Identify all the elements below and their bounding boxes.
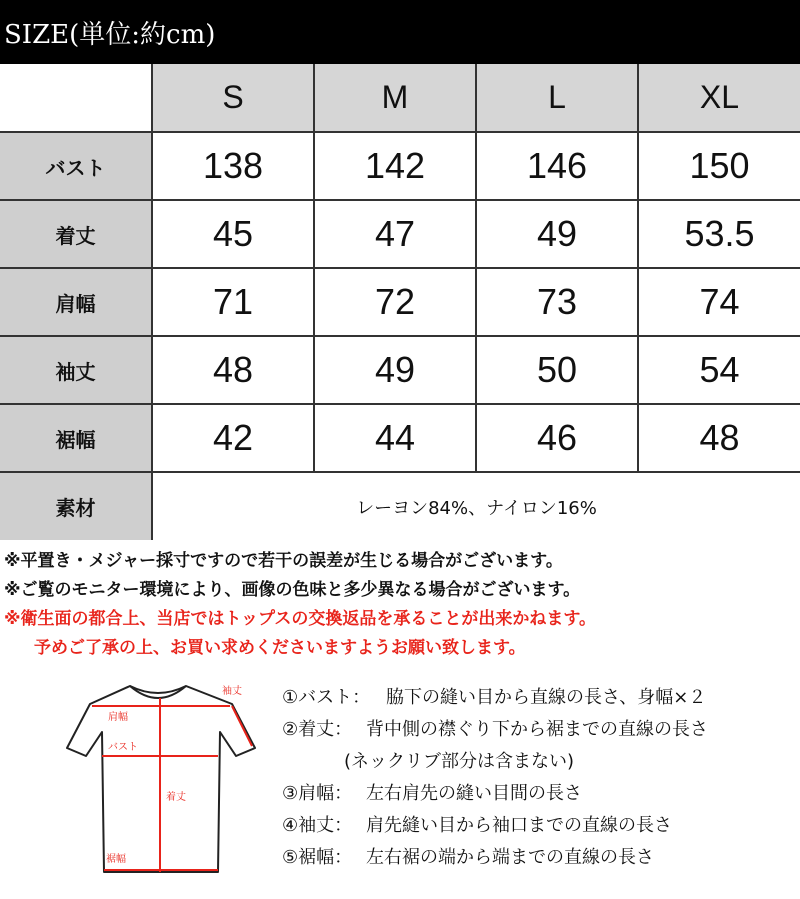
desc-label-bust: ①バスト：	[282, 687, 371, 708]
size-header-bar	[0, 0, 800, 64]
desc-text-sleeve: 肩先縫い目から袖口までの直線の長さ	[366, 815, 672, 836]
table-cell: 49	[314, 336, 476, 404]
desc-text-shoulder: 左右肩先の縫い目間の長さ	[366, 783, 582, 804]
size-title: SIZE(単位:約cm)	[4, 19, 216, 50]
corner-cell	[0, 64, 152, 132]
list-item	[282, 842, 797, 874]
label-hem: 裾幅	[106, 854, 126, 865]
table-row	[0, 336, 800, 404]
table-cell: 46	[476, 404, 638, 472]
table-cell: 53.5	[638, 200, 800, 268]
desc-label-sleeve: ④袖丈：	[282, 815, 353, 836]
table-cell: 150	[638, 132, 800, 200]
row-label-shoulder: 肩幅	[0, 268, 152, 336]
size-header-row	[0, 64, 800, 132]
table-cell: 138	[152, 132, 314, 200]
list-item	[282, 778, 797, 810]
table-cell: 42	[152, 404, 314, 472]
desc-text-bust: 脇下の縫い目から直線の長さ、身幅×２	[386, 687, 707, 708]
table-cell: 48	[152, 336, 314, 404]
material-row	[0, 472, 800, 540]
measurement-descriptions	[282, 682, 797, 874]
sleeve-line	[232, 706, 252, 746]
table-row	[0, 200, 800, 268]
row-label-sleeve: 袖丈	[0, 336, 152, 404]
table-row	[0, 132, 800, 200]
row-label-material: 素材	[0, 472, 152, 540]
table-cell: 71	[152, 268, 314, 336]
size-col-xl: XL	[638, 64, 800, 132]
tshirt-diagram	[50, 676, 260, 886]
table-row	[0, 268, 800, 336]
row-label-length: 着丈	[0, 200, 152, 268]
notes-block	[4, 547, 794, 663]
size-col-l: L	[476, 64, 638, 132]
size-col-m: M	[314, 64, 476, 132]
desc-label-length: ②着丈：	[282, 719, 353, 740]
list-item	[282, 746, 797, 778]
list-item	[282, 714, 797, 746]
table-cell: 49	[476, 200, 638, 268]
label-bust: バスト	[108, 742, 138, 753]
note-monitor: ※ご覧のモニター環境により、画像の色味と多少異なる場合がございます。	[4, 580, 581, 600]
desc-text-hem: 左右裾の端から端までの直線の長さ	[366, 847, 654, 868]
table-cell: 146	[476, 132, 638, 200]
desc-label-shoulder: ③肩幅：	[282, 783, 353, 804]
table-cell: 48	[638, 404, 800, 472]
row-label-hem: 裾幅	[0, 404, 152, 472]
table-cell: 50	[476, 336, 638, 404]
desc-text-length: 背中側の襟ぐり下から裾までの直線の長さ	[366, 719, 708, 740]
note-hygiene: ※衛生面の都合上、当店ではトップスの交換返品を承ることが出来かねます。	[4, 609, 596, 629]
note-acknowledge: 予めご了承の上、お買い求めくださいますようお願い致します。	[34, 638, 526, 658]
label-shoulder: 肩幅	[108, 712, 128, 723]
table-cell: 74	[638, 268, 800, 336]
label-sleeve: 袖丈	[222, 686, 242, 697]
table-cell: 142	[314, 132, 476, 200]
list-item	[282, 810, 797, 842]
table-cell: 44	[314, 404, 476, 472]
size-col-s: S	[152, 64, 314, 132]
table-row	[0, 404, 800, 472]
table-cell: 54	[638, 336, 800, 404]
table-cell: 72	[314, 268, 476, 336]
note-measurement: ※平置き・メジャー採寸ですので若干の誤差が生じる場合がございます。	[4, 551, 563, 571]
size-table	[0, 64, 800, 540]
material-value: レーヨン84%、ナイロン16%	[152, 472, 800, 540]
desc-label-hem: ⑤裾幅：	[282, 847, 353, 868]
table-cell: 45	[152, 200, 314, 268]
row-label-bust: バスト	[0, 132, 152, 200]
desc-text-length-note: (ネックリブ部分は含まない)	[344, 751, 575, 772]
table-cell: 73	[476, 268, 638, 336]
list-item	[282, 682, 797, 714]
table-cell: 47	[314, 200, 476, 268]
label-length: 着丈	[166, 792, 186, 803]
